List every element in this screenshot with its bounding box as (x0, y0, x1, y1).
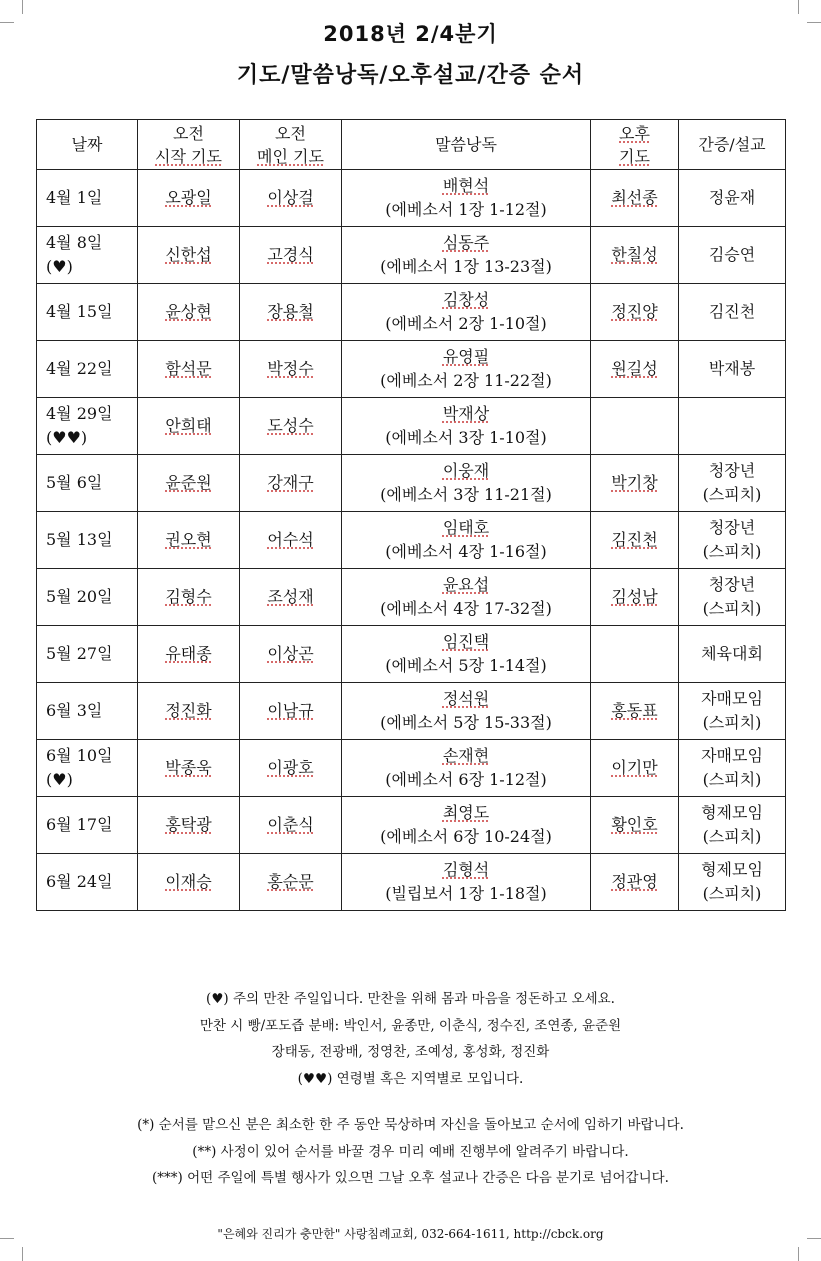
scripture-cell: 배현석 (에베소서 1장 1-12절) (342, 170, 591, 227)
am-start-prayer-cell: 홍탁광 (138, 797, 240, 854)
scripture-cell: 이웅재 (에베소서 3장 11-21절) (342, 455, 591, 512)
pm-prayer-cell: 박기창 (591, 455, 679, 512)
testimony-cell: 김승연 (679, 227, 786, 284)
date-cell: 4월 15일 (37, 284, 138, 341)
am-start-prayer-cell: 권오현 (138, 512, 240, 569)
date-cell: 6월 17일 (37, 797, 138, 854)
rule-line: (**) 사정이 있어 순서를 바꿀 경우 미리 예배 진행부에 알려주기 바랍니다. (192, 1144, 629, 1160)
table-row (37, 512, 786, 569)
am-main-prayer-cell: 조성재 (240, 569, 342, 626)
testimony-cell: 체육대회 (679, 626, 786, 683)
am-main-prayer-cell: 어수석 (240, 512, 342, 569)
am-start-prayer-cell: 안희태 (138, 398, 240, 455)
pm-prayer-cell: 정관영 (591, 854, 679, 911)
pm-prayer-cell (591, 626, 679, 683)
testimony-cell: 정윤재 (679, 170, 786, 227)
am-main-prayer-cell: 홍순문 (240, 854, 342, 911)
testimony-cell: 청장년 (스피치) (679, 512, 786, 569)
testimony-cell: 김진천 (679, 284, 786, 341)
rule-line: (***) 어떤 주일에 특별 행사가 있으면 그날 오후 설교나 간증은 다음 분기로 넘어갑니다. (152, 1170, 669, 1186)
footer-contact: 사랑침례교회, 032-664-1611, http://cbck.org (344, 1227, 604, 1241)
crop-mark (798, 1247, 799, 1261)
pm-prayer-cell: 김성남 (591, 569, 679, 626)
table-row (37, 797, 786, 854)
header-pm-prayer: 오후 기도 (591, 120, 679, 170)
date-cell: 5월 20일 (37, 569, 138, 626)
table-row (37, 683, 786, 740)
date-cell: 6월 3일 (37, 683, 138, 740)
scripture-cell: 김형석 (빌립보서 1장 1-18절) (342, 854, 591, 911)
am-start-prayer-cell: 박종욱 (138, 740, 240, 797)
date-cell: 5월 13일 (37, 512, 138, 569)
crop-mark (22, 1247, 23, 1261)
pm-prayer-cell: 황인호 (591, 797, 679, 854)
am-main-prayer-cell: 장용철 (240, 284, 342, 341)
header-am-start-prayer: 오전 시작 기도 (138, 120, 240, 170)
footer (0, 1225, 821, 1242)
scripture-cell: 임태호 (에베소서 4장 1-16절) (342, 512, 591, 569)
date-cell: 6월 10일 (♥) (37, 740, 138, 797)
date-cell: 5월 27일 (37, 626, 138, 683)
pm-prayer-cell: 최선종 (591, 170, 679, 227)
testimony-cell: 자매모임 (스피치) (679, 740, 786, 797)
pm-prayer-cell: 김진천 (591, 512, 679, 569)
testimony-cell (679, 398, 786, 455)
date-cell: 6월 24일 (37, 854, 138, 911)
scripture-cell: 박재상 (에베소서 3장 1-10절) (342, 398, 591, 455)
am-main-prayer-cell: 강재구 (240, 455, 342, 512)
testimony-cell: 청장년 (스피치) (679, 455, 786, 512)
am-start-prayer-cell: 정진화 (138, 683, 240, 740)
date-cell: 5월 6일 (37, 455, 138, 512)
pm-prayer-cell: 한칠성 (591, 227, 679, 284)
date-cell: 4월 8일 (♥) (37, 227, 138, 284)
am-start-prayer-cell: 이재승 (138, 854, 240, 911)
scripture-cell: 손재현 (에베소서 6장 1-12절) (342, 740, 591, 797)
scripture-cell: 정석원 (에베소서 5장 15-33절) (342, 683, 591, 740)
testimony-cell: 형제모임 (스피치) (679, 854, 786, 911)
date-cell: 4월 1일 (37, 170, 138, 227)
table-row (37, 170, 786, 227)
page-subtitle: 기도/말씀낭독/오후설교/간증 순서 (236, 63, 585, 88)
table-row (37, 854, 786, 911)
note-line: 만찬 시 빵/포도즙 분배: 박인서, 윤종만, 이춘식, 정수진, 조연종, 윤준원 (199, 1018, 622, 1034)
am-main-prayer-cell: 이남규 (240, 683, 342, 740)
am-main-prayer-cell: 도성수 (240, 398, 342, 455)
note-line: 장태동, 전광배, 정영찬, 조예성, 홍성화, 정진화 (271, 1044, 550, 1060)
am-start-prayer-cell: 신한섭 (138, 227, 240, 284)
pm-prayer-cell: 홍동표 (591, 683, 679, 740)
testimony-cell: 청장년 (스피치) (679, 569, 786, 626)
scripture-cell: 김창성 (에베소서 2장 1-10절) (342, 284, 591, 341)
header-scripture-reading: 말씀낭독 (342, 120, 591, 170)
table-row (37, 455, 786, 512)
am-main-prayer-cell: 이춘식 (240, 797, 342, 854)
scripture-cell: 유영필 (에베소서 2장 11-22절) (342, 341, 591, 398)
table-row (37, 284, 786, 341)
am-start-prayer-cell: 윤상현 (138, 284, 240, 341)
note-line: (♥) 주의 만찬 주일입니다. 만찬을 위해 몸과 마음을 정돈하고 오세요. (206, 991, 615, 1007)
scripture-cell: 윤요섭 (에베소서 4장 17-32절) (342, 569, 591, 626)
am-start-prayer-cell: 함석문 (138, 341, 240, 398)
header-date: 날짜 (37, 120, 138, 170)
scripture-cell: 최영도 (에베소서 6장 10-24절) (342, 797, 591, 854)
am-main-prayer-cell: 박정수 (240, 341, 342, 398)
testimony-cell: 형제모임 (스피치) (679, 797, 786, 854)
footer-motto: "은혜와 진리가 충만한" (217, 1227, 341, 1241)
scripture-cell: 심동주 (에베소서 1장 13-23절) (342, 227, 591, 284)
scripture-cell: 임진택 (에베소서 5장 1-14절) (342, 626, 591, 683)
header-testimony-sermon: 간증/설교 (679, 120, 786, 170)
testimony-cell: 자매모임 (스피치) (679, 683, 786, 740)
table-row (37, 398, 786, 455)
table-row (37, 341, 786, 398)
pm-prayer-cell: 정진양 (591, 284, 679, 341)
am-main-prayer-cell: 이상곤 (240, 626, 342, 683)
crop-mark (22, 0, 23, 14)
table-row (37, 740, 786, 797)
testimony-cell: 박재봉 (679, 341, 786, 398)
am-main-prayer-cell: 이상걸 (240, 170, 342, 227)
pm-prayer-cell: 원길성 (591, 341, 679, 398)
rule-line: (*) 순서를 맡으신 분은 최소한 한 주 동안 묵상하며 자신을 돌아보고 순서에 임하기 바랍니다. (137, 1117, 684, 1133)
pm-prayer-cell (591, 398, 679, 455)
date-cell: 4월 29일 (♥♥) (37, 398, 138, 455)
date-cell: 4월 22일 (37, 341, 138, 398)
table-row (37, 626, 786, 683)
am-start-prayer-cell: 유태종 (138, 626, 240, 683)
am-start-prayer-cell: 김형수 (138, 569, 240, 626)
pm-prayer-cell: 이기만 (591, 740, 679, 797)
am-start-prayer-cell: 윤준원 (138, 455, 240, 512)
page-title: 2018년 2/4분기 (323, 22, 498, 46)
table-row (37, 569, 786, 626)
note-line: (♥♥) 연령별 혹은 지역별로 모입니다. (297, 1071, 524, 1087)
crop-mark (798, 0, 799, 14)
table-header-row (37, 120, 786, 170)
header-am-main-prayer: 오전 메인 기도 (240, 120, 342, 170)
am-main-prayer-cell: 이광호 (240, 740, 342, 797)
am-start-prayer-cell: 오광일 (138, 170, 240, 227)
schedule-table (36, 119, 786, 911)
am-main-prayer-cell: 고경식 (240, 227, 342, 284)
table-row (37, 227, 786, 284)
